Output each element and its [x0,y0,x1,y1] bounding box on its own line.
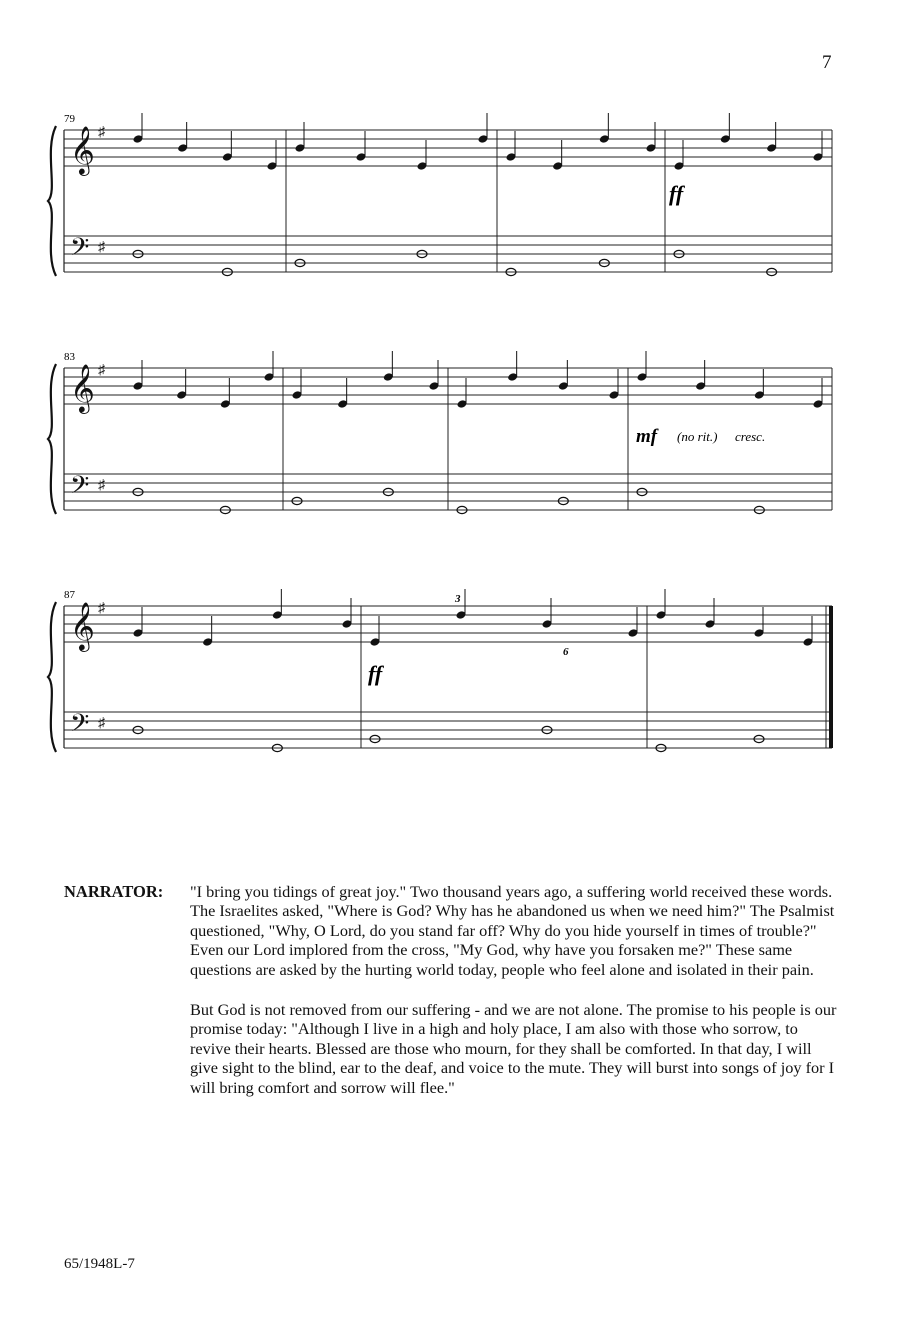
page-number: 7 [822,52,832,73]
narration-paragraph: "I bring you tidings of great joy." Two thousand years ago, a suffering world received these words. The Israelites asked, "Where is God? Why has he abandoned us when we need him?" The Psalmist questioned, "Why, O Lord, do you stand far off? Why do you hide yourself in times of trouble?" Even our Lord implored from the cross, "My God, why have you forsaken me?" These same questions are asked by the hurting world today, people who feel alone and isolated in their pain. [190,882,835,979]
sharp-icon: ♯ [98,716,105,731]
catalog-code: 65/1948L-7 [64,1256,135,1272]
system-3 [48,589,833,752]
narrator-label: NARRATOR: [64,882,164,901]
narration-text [190,882,840,1118]
measure-number-87: 87 [64,589,75,601]
treble-clef-icon: 𝄞 [70,366,95,412]
dynamic-mf-m86: mf [636,426,658,447]
dynamic-ff-m88: ff [368,661,383,686]
brace [48,364,56,514]
system-1 [48,113,832,276]
bass-clef-icon: 𝄢 [70,234,90,267]
sharp-icon: ♯ [98,478,105,493]
measure-number-83: 83 [64,351,75,363]
treble-clef-icon: 𝄞 [70,604,95,650]
dynamic-ff-m82: ff [669,181,684,206]
direction-cresc: cresc. [735,429,766,444]
final-barline-thick [829,606,833,748]
tuplet-3: 3 [455,593,461,605]
sharp-icon: ♯ [98,601,105,616]
sharp-icon: ♯ [98,240,105,255]
narration-paragraph: But God is not removed from our suffering - and we are not alone. The promise to his people is our promise today: "Although I live in a high and holy place, I am also with those who sorrow, to revive their hearts. Blessed are those who mourn, for they shall be comforted. In that day, I will give sight to the blind, ear to the deaf, and voice to the mute. They will burst into songs of joy for I will bring comfort and sorrow will flee." [190,1000,837,1097]
brace [48,126,56,276]
bass-clef-icon: 𝄢 [70,472,90,505]
brace [48,602,56,752]
sharp-icon: ♯ [98,363,105,378]
bass-clef-icon: 𝄢 [70,710,90,743]
tuplet-6: 6 [563,646,569,658]
treble-clef-icon: 𝄞 [70,128,95,174]
direction-no-rit: (no rit.) [677,429,718,444]
measure-number-79: 79 [64,113,75,125]
sharp-icon: ♯ [98,125,105,140]
